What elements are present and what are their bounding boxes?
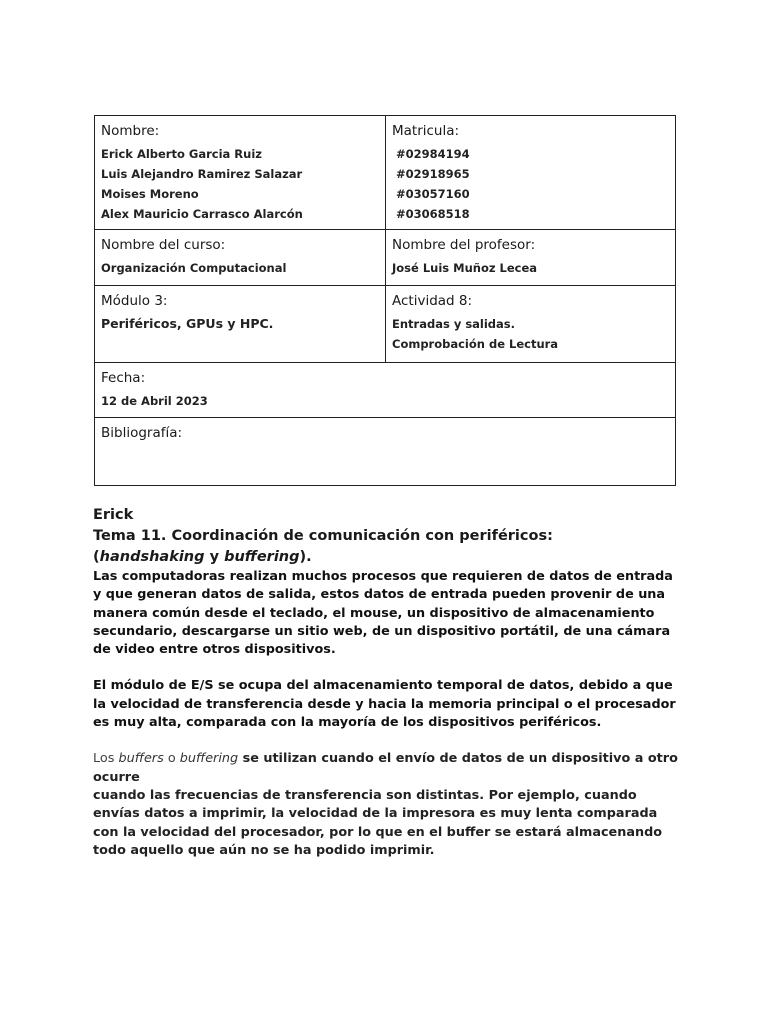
modulo-value: Periféricos, GPUs y HPC. <box>101 316 274 331</box>
paragraph-2: El módulo de E/S se ocupa del almacenamiento temporal de datos, debido a que la velocidad de transferencia desde y hacia la memoria principal o el procesador es muy alta, comparada con la mayoría de los dispositivos periféricos. <box>93 678 676 731</box>
para3-o: o <box>163 751 180 767</box>
ids-cell <box>386 116 676 230</box>
module-cell <box>95 286 386 363</box>
table-row <box>95 230 676 286</box>
table-row <box>95 286 676 363</box>
topic-handshaking: handshaking <box>99 549 205 565</box>
topic-paren-close: ). <box>299 549 312 565</box>
info-table <box>94 115 676 486</box>
course-cell <box>95 230 386 286</box>
para3-rest2: cuando las frecuencias de transferencia son distintas. Por ejemplo, cuando envías datos a imprimir, la velocidad de la impresora es muy lenta comparada con la velocidad del procesador, por lo que en el buffer se estará almacenando todo aquello que aún no se ha podido imprimir. <box>93 787 663 858</box>
bibliografia-label: Bibliografía: <box>101 425 183 441</box>
date-cell <box>95 363 676 418</box>
para3-buffering: buffering <box>179 751 239 767</box>
names-cell <box>95 116 386 230</box>
topic-buffering: buffering <box>224 549 300 565</box>
professor-cell <box>386 230 676 286</box>
profesor-value: José Luis Muñoz Lecea <box>392 261 538 275</box>
modulo-label: Módulo 3: <box>101 293 168 309</box>
student-name: Luis Alejandro Ramirez Salazar <box>101 167 303 181</box>
student-name: Alex Mauricio Carrasco Alarcón <box>101 207 303 221</box>
paragraph-3 <box>93 750 678 860</box>
activity-cell <box>386 286 676 363</box>
table-row <box>95 363 676 418</box>
topic-paren-open: ( <box>93 549 100 565</box>
topic-line1: Tema 11. Coordinación de comunicación con periféricos: <box>93 528 553 544</box>
fecha-label: Fecha: <box>101 370 146 386</box>
table-row <box>95 116 676 230</box>
para3-rest1: se utilizan cuando el envío de datos de un dispositivo a otro ocurre <box>93 751 678 785</box>
student-id: #03057160 <box>396 187 470 201</box>
para3-buffers: buffers <box>118 751 164 767</box>
topic-heading <box>93 526 678 568</box>
nombre-label: Nombre: <box>101 123 160 139</box>
curso-label: Nombre del curso: <box>101 237 226 253</box>
matricula-label: Matricula: <box>392 123 460 139</box>
student-id: #02984194 <box>396 147 470 161</box>
profesor-label: Nombre del profesor: <box>392 237 536 253</box>
student-id: #03068518 <box>396 207 470 221</box>
document-body <box>93 505 678 860</box>
actividad-line: Entradas y salidas. <box>392 317 516 331</box>
author-heading: Erick <box>93 507 134 523</box>
topic-y: y <box>204 549 225 565</box>
student-name: Erick Alberto Garcia Ruiz <box>101 147 262 161</box>
actividad-label: Actividad 8: <box>392 293 473 309</box>
student-name: Moises Moreno <box>101 187 199 201</box>
paragraph-1: Las computadoras realizan muchos procesos que requieren de datos de entrada y que generan datos de salida, estos datos de entrada pueden provenir de una manera común desde el teclado, el mouse, un dispositivo de almacenamiento secundario, descargarse un sitio web, de un dispositivo portátil, de una cámara de video entre otros dispositivos. <box>93 569 673 658</box>
student-id: #02918965 <box>396 167 470 181</box>
bibliography-cell <box>95 418 676 486</box>
table-row <box>95 418 676 486</box>
fecha-value: 12 de Abril 2023 <box>101 394 208 408</box>
para3-los: Los <box>93 751 119 767</box>
actividad-line: Comprobación de Lectura <box>392 337 559 351</box>
curso-value: Organización Computacional <box>101 261 287 275</box>
